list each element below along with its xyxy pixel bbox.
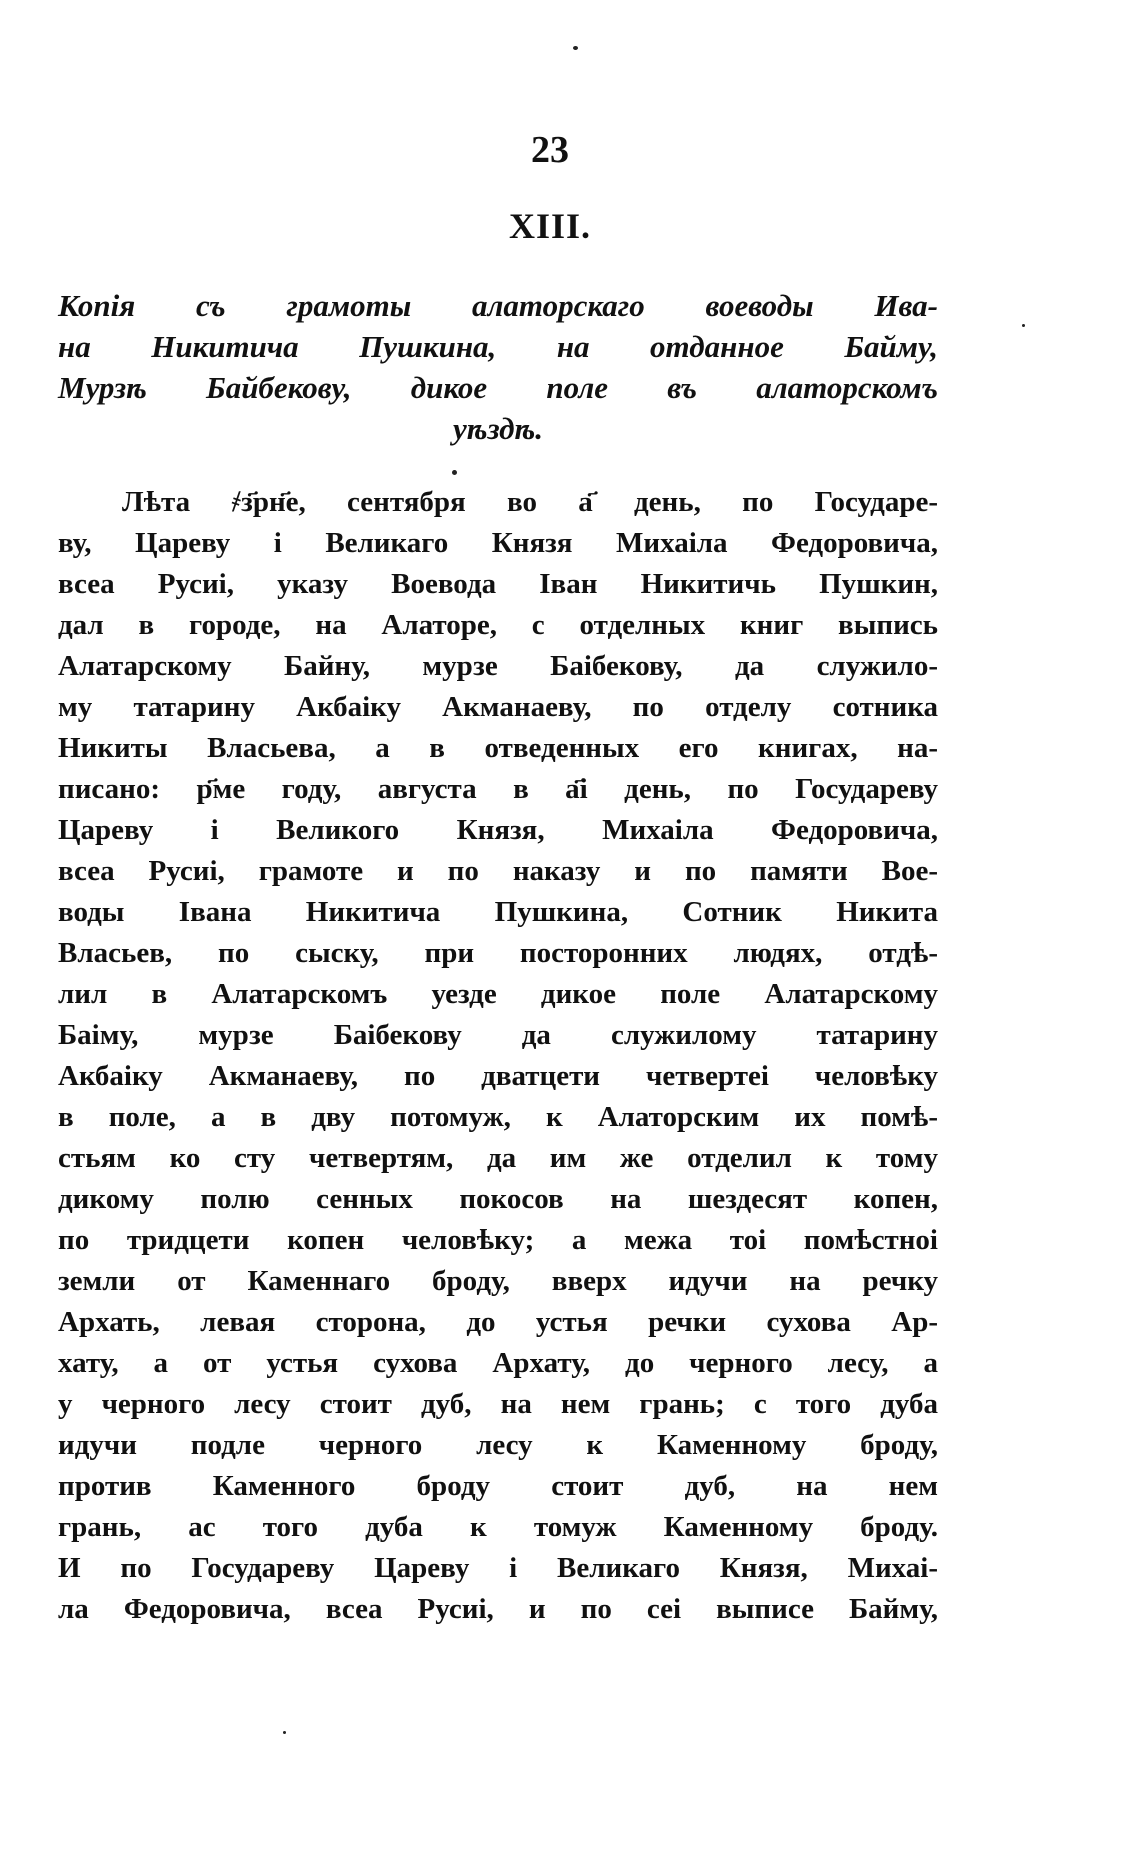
text-line: Алатарскому Байну, мурзе Баібекову, да служило- [58,650,938,682]
text-line: всеа Русиі, указу Воевода Іван Никитичь Пушкин, [58,568,938,600]
text-line: по тридцети копен человѣку; а межа тоі помѣстноі [58,1224,938,1256]
text-line: И по Государеву Цареву і Великаго Князя, Михаі- [58,1552,938,1584]
heading-line: Копія съ грамоты алаторскаго воеводы Ива- [58,288,938,323]
text-line: писано: р҃ме году, августа в а҃і день, по Государеву [58,773,938,805]
text-line: грань, ас того дуба к томуж Каменному броду. [58,1511,938,1543]
text-line: лил в Алатарскомъ уезде дикое поле Алатарскому [58,978,938,1010]
text-line: земли от Каменнаго броду, вверх идучи на речку [58,1265,938,1297]
print-speck [573,46,578,50]
print-speck [1022,324,1025,327]
text-line: дал в городе, на Алаторе, с отделных книг выпись [58,609,938,641]
text-line: всеа Русиі, грамоте и по наказу и по памяти Вое- [58,855,938,887]
text-line: ла Федоровича, всеа Русиі, и по сеі выписе Байму, [58,1593,938,1625]
text-line: ву, Цареву і Великаго Князя Михаіла Федоровича, [58,527,938,559]
text-line: у черного лесу стоит дуб, на нем грань; с того дуба [58,1388,938,1420]
text-line: Акбаіку Акманаеву, по дватцети четвертеі человѣку [58,1060,938,1092]
heading-line: уѣздѣ. [453,411,543,446]
text-line: дикому полю сенных покосов на шездесят копен, [58,1183,938,1215]
print-speck [452,470,457,475]
text-line: Баіму, мурзе Баібекову да служилому татарину [58,1019,938,1051]
body-text [58,486,938,1634]
print-speck [283,1731,286,1734]
text-line: стьям ко сту четвертям, да им же отделил к тому [58,1142,938,1174]
document-number: XIII. [508,206,592,246]
heading-line: Мурзѣ Байбекову, дикое поле въ алаторскомъ [58,370,938,405]
text-line: Власьев, по сыску, при посторонних людях, отдѣ- [58,937,938,969]
text-line: воды Івана Никитича Пушкина, Сотник Никита [58,896,938,928]
text-line: хату, а от устья сухова Архату, до черного лесу, а [58,1347,938,1379]
text-line: Никиты Власьева, а в отведенных его книгах, на- [58,732,938,764]
text-line: против Каменного броду стоит дуб, на нем [58,1470,938,1502]
text-line: в поле, а в дву потомуж, к Алаторским их помѣ- [58,1101,938,1133]
text-line: Цареву і Великого Князя, Михаіла Федоровича, [58,814,938,846]
heading-line: на Никитича Пушкина, на отданное Байму, [58,329,938,364]
text-line: му татарину Акбаіку Акманаеву, по отделу сотника [58,691,938,723]
document-heading [58,288,938,452]
text-line: Архать, левая сторона, до устья речки сухова Ар- [58,1306,938,1338]
text-line: идучи подле черного лесу к Каменному броду, [58,1429,938,1461]
text-line: Лѣта ҂з҃рн҃е, сентября во а҃ день, по Государе- [122,486,938,518]
page-number: 23 [531,129,569,171]
